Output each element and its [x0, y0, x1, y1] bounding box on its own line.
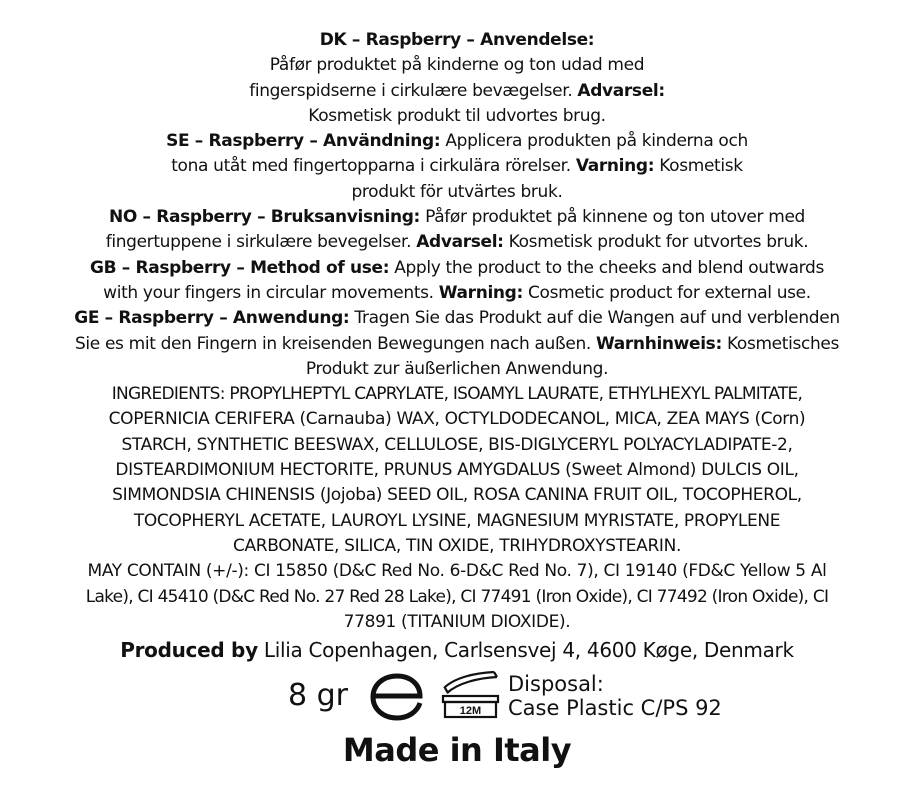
gb-heading: GB – Raspberry – Method of use:: [90, 257, 390, 278]
disposal-title: Disposal:: [508, 672, 604, 696]
ingredients-line: STARCH, SYNTHETIC BEESWAX, CELLULOSE, BIS-DIGLYCERYL POLYACYLADIPATE-2,: [121, 434, 793, 455]
se-line-3: produkt för utvärtes bruk.: [351, 181, 563, 202]
se-warning-text: Kosmetisk: [654, 156, 743, 177]
dk-text: fingerspidserne i cirkulære bevægelser.: [249, 80, 578, 101]
ge-line-1: [0, 306, 914, 331]
no-text: fingertuppene i sirkulære bevegelser.: [105, 232, 417, 253]
gb-line-2: [0, 281, 914, 306]
open-jar-12m-icon: [440, 670, 502, 720]
dk-text-line-3: Kosmetisk produkt til udvortes brug.: [308, 105, 606, 126]
product-label: [0, 28, 914, 664]
gb-text: with your fingers in circular movements.: [103, 282, 439, 303]
producer-line: [0, 636, 914, 664]
pao-period-label: 12M: [459, 705, 482, 717]
ge-warning-text: Kosmetisches: [721, 333, 840, 354]
producer-address: Lilia Copenhagen, Carlsensvej 4, 4600 Køge, Denmark: [257, 638, 794, 663]
no-line-2: [0, 230, 914, 255]
ge-line-3: Produkt zur äußerlichen Anwendung.: [305, 358, 609, 379]
no-warning-label: Advarsel:: [416, 232, 504, 253]
gb-warning-label: Warning:: [438, 282, 523, 303]
may-contain-line: Lake), CI 45410 (D&C Red No. 27 Red 28 Lake), CI 77491 (Iron Oxide), CI 77492 (Iron Oxide), CI: [85, 586, 829, 607]
no-text: Påfør produktet på kinnene og ton utover med: [420, 207, 805, 228]
se-text: Applicera produkten på kinderna och: [440, 131, 748, 152]
estimated-sign-icon: [368, 672, 426, 722]
ingredients-line: TOCOPHERYL ACETATE, LAUROYL LYSINE, MAGNESIUM MYRISTATE, PROPYLENE: [133, 510, 781, 531]
dk-heading-line: [0, 28, 914, 53]
se-heading: SE – Raspberry – Användning:: [166, 131, 441, 152]
disposal-info: [508, 672, 722, 720]
dk-heading: DK – Raspberry – Anvendelse:: [319, 30, 595, 50]
gb-line-1: [0, 256, 914, 281]
ingredients-line: INGREDIENTS: PROPYLHEPTYL CAPRYLATE, ISOAMYL LAURATE, ETHYLHEXYL PALMITATE,: [111, 384, 803, 405]
ingredients-line: SIMMONDSIA CHINENSIS (Jojoba) SEED OIL, ROSA CANINA FRUIT OIL, TOCOPHEROL,: [112, 485, 802, 506]
ge-heading: GE – Raspberry – Anwendung:: [74, 308, 350, 329]
may-contain-line: 77891 (TITANIUM DIOXIDE).: [343, 611, 571, 632]
se-text: tona utåt med fingertopparna i cirkulära rörelser.: [171, 156, 576, 177]
made-in-label: Made in Italy: [342, 731, 572, 769]
ingredients-line: COPERNICIA CERIFERA (Carnauba) WAX, OCTYLDODECANOL, MICA, ZEA MAYS (Corn): [108, 409, 806, 430]
ge-warning-label: Warnhinweis:: [595, 333, 722, 354]
producer-label: Produced by: [120, 638, 258, 663]
dk-text-line-1: Påfør produktet på kinderne og ton udad med: [269, 55, 645, 76]
no-warning-text: Kosmetisk produkt for utvortes bruk.: [503, 232, 809, 253]
gb-text: Apply the product to the cheeks and blend outwards: [389, 257, 824, 278]
may-contain-line: MAY CONTAIN (+/-): CI 15850 (D&C Red No. 6-D&C Red No. 7), CI 19140 (FD&C Yellow 5 Al: [87, 561, 827, 582]
gb-warning-text: Cosmetic product for external use.: [522, 282, 811, 303]
no-heading: NO – Raspberry – Bruksanvisning:: [108, 207, 421, 228]
ingredients-line: CARBONATE, SILICA, TIN OXIDE, TRIHYDROXYSTEARIN.: [232, 535, 682, 556]
ge-line-2: [0, 332, 914, 357]
label-footer: [0, 670, 914, 724]
se-line-2: [0, 154, 914, 179]
ge-text: Tragen Sie das Produkt auf die Wangen auf und verblenden: [349, 308, 840, 329]
no-line-1: [0, 205, 914, 230]
se-line-1: [0, 129, 914, 154]
ingredients-line: DISTEARDIMONIUM HECTORITE, PRUNUS AMYGDALUS (Sweet Almond) DULCIS OIL,: [115, 460, 799, 481]
dk-warning-label: Advarsel:: [577, 80, 665, 101]
se-warning-label: Varning:: [575, 156, 655, 177]
net-weight: 8 gr: [288, 678, 348, 713]
disposal-text: Case Plastic C/PS 92: [508, 696, 722, 720]
dk-text-line-2: [0, 79, 914, 104]
ge-text: Sie es mit den Fingern in kreisenden Bewegungen nach außen.: [74, 333, 596, 354]
